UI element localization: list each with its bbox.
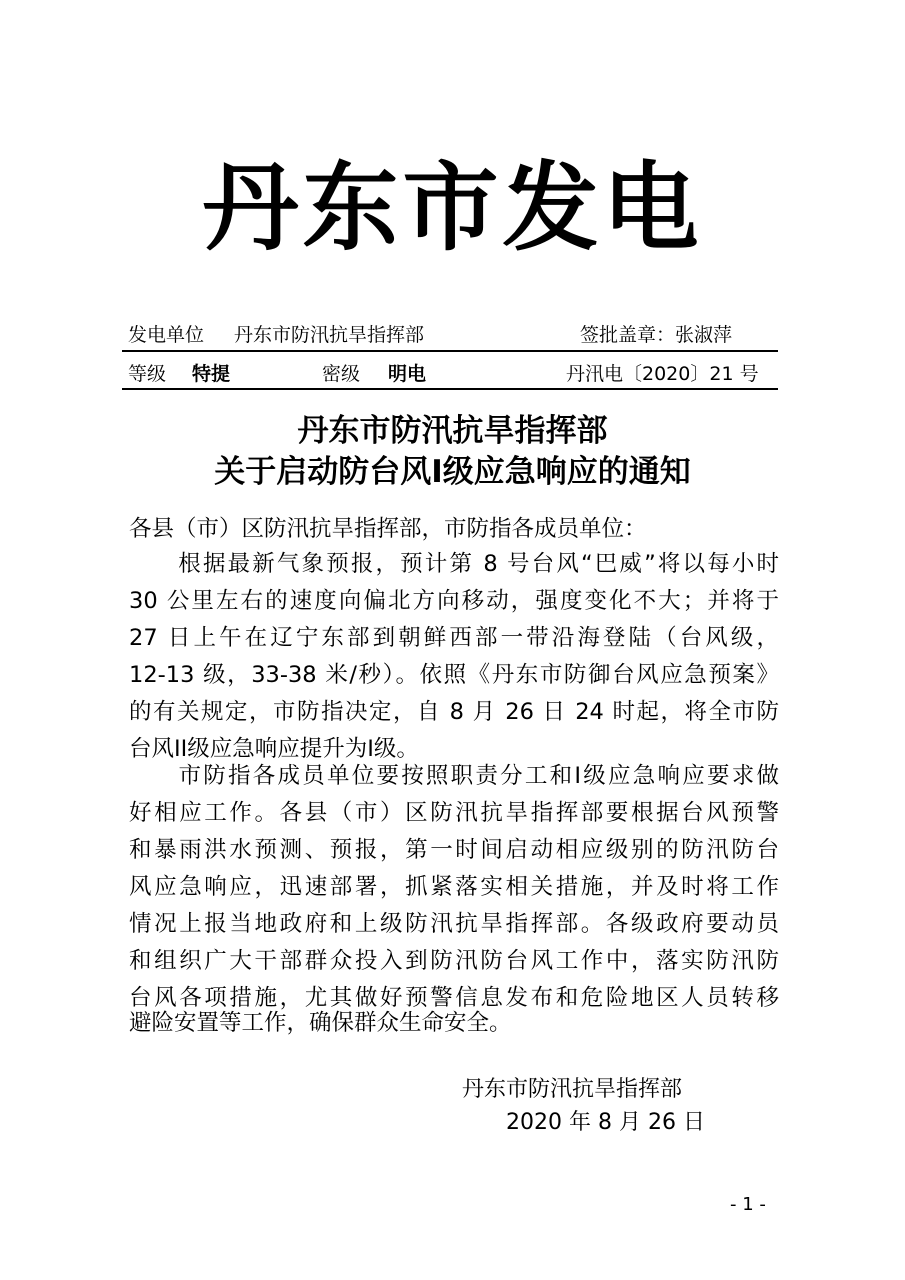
- header-rule-top: [122, 350, 778, 352]
- notice-title-line2: 关于启动防台风I级应急响应的通知: [214, 454, 691, 490]
- paragraph-line: 避险安置等工作，确保群众生命安全。: [129, 1010, 512, 1036]
- issuer-label: 发电单位: [128, 324, 205, 346]
- paragraph-line: 情况上报当地政府和上级防汛抗旱指挥部。各级政府要动员: [129, 911, 779, 937]
- paragraph-line: 风应急响应，迅速部署，抓紧落实相关措施，并及时将工作: [129, 874, 779, 900]
- signature-org: 丹东市防汛抗旱指挥部: [462, 1077, 683, 1102]
- paragraph-line: 台风II级应急响应提升为I级。: [129, 736, 419, 762]
- issuer-value: 丹东市防汛抗旱指挥部: [234, 324, 425, 346]
- paragraph-line: 台风各项措施，尤其做好预警信息发布和危险地区人员转移: [129, 985, 779, 1011]
- paragraph-line: 市防指各成员单位要按照职责分工和I级应急响应要求做: [129, 763, 779, 789]
- header-rule-bottom: [122, 388, 778, 390]
- header-row-issuer: [122, 318, 778, 352]
- paragraph-line: 和暴雨洪水预测、预报，第一时间启动相应级别的防汛防台: [129, 837, 779, 863]
- grade-label: 等级: [128, 363, 167, 385]
- paragraph-line: 30 公里左右的速度向偏北方向移动，强度变化不大；并将于: [129, 588, 779, 614]
- paragraph-line: 27 日上午在辽宁东部到朝鲜西部一带沿海登陆（台风级，: [129, 625, 779, 651]
- paragraph-line: 根据最新气象预报，预计第 8 号台风“巴威”将以每小时: [129, 551, 779, 577]
- document-number: 丹汛电〔2020〕21 号: [566, 363, 759, 385]
- paragraph-line: 好相应工作。各县（市）区防汛抗旱指挥部要根据台风预警: [129, 800, 779, 826]
- paragraph-line: 的有关规定，市防指决定，自 8 月 26 日 24 时起，将全市防: [129, 699, 779, 725]
- salutation: 各县（市）区防汛抗旱指挥部，市防指各成员单位：: [129, 516, 647, 542]
- paragraph-line: 和组织广大干部群众投入到防汛防台风工作中，落实防汛防: [129, 948, 779, 974]
- secrecy-value: 明电: [388, 363, 427, 385]
- notice-title-line1: 丹东市防汛抗旱指挥部: [297, 413, 608, 449]
- signature-date: 2020 年 8 月 26 日: [506, 1110, 705, 1135]
- paragraph-line: 12-13 级，33-38 米/秒）。依照《丹东市防御台风应急预案》: [129, 662, 779, 688]
- secrecy-label: 密级: [322, 363, 361, 385]
- grade-value: 特提: [192, 363, 231, 385]
- masthead-title: 丹东市发电: [202, 152, 703, 264]
- header-row-grade: [122, 357, 778, 391]
- page-number: - 1 -: [730, 1194, 766, 1215]
- approver-field: 签批盖章：张淑萍: [580, 324, 733, 346]
